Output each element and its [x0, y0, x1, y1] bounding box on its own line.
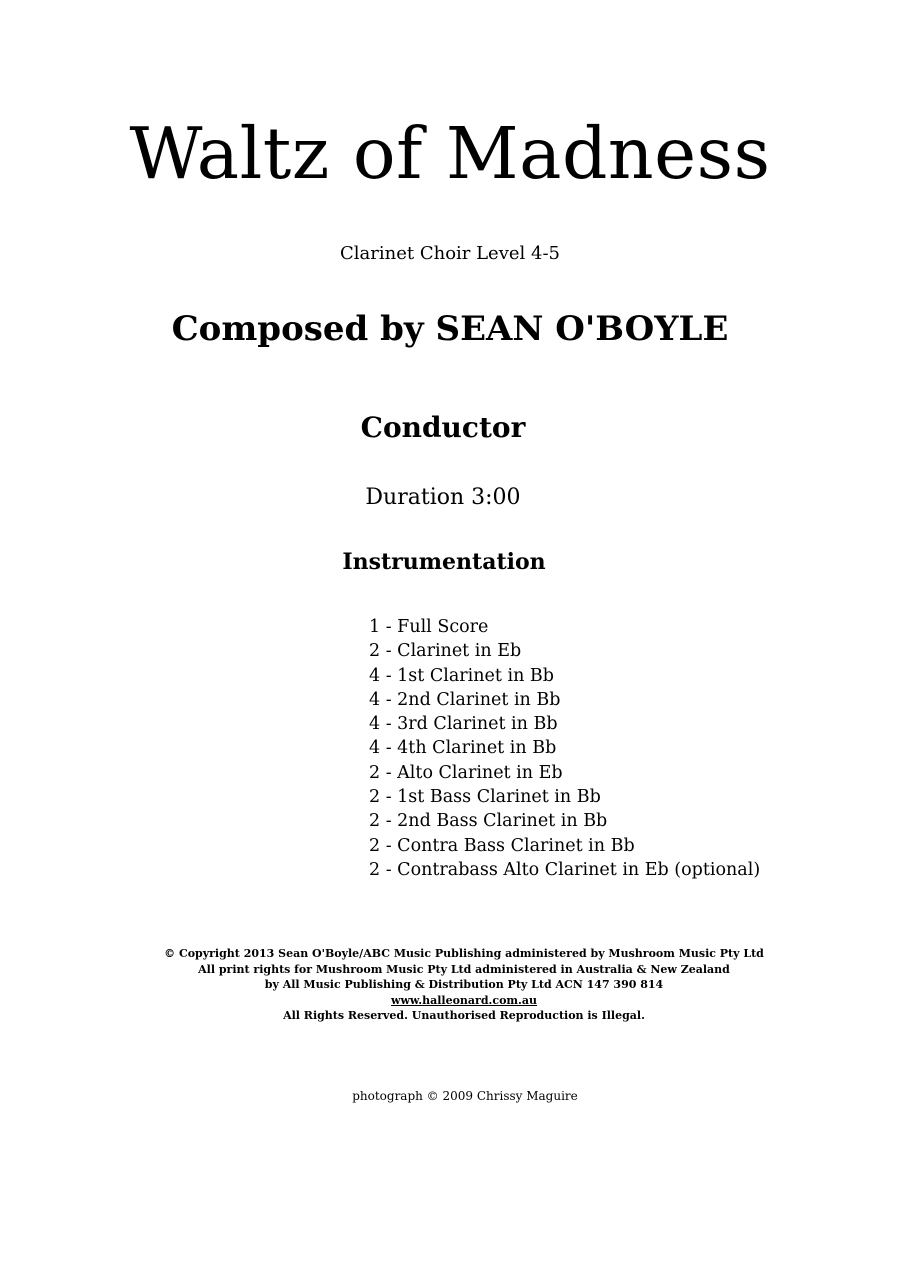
subtitle: Clarinet Choir Level 4-5 [340, 243, 560, 264]
copyright-line: © Copyright 2013 Sean O'Boyle/ABC Music Publishing administered by Mushroom Music Pty Ltd [164, 947, 764, 960]
list-item: 4 - 3rd Clarinet in Bb [369, 714, 558, 735]
list-item: 1 - Full Score [369, 617, 489, 637]
instrumentation-list [369, 615, 760, 882]
page-title: Waltz of Madness [129, 112, 771, 195]
copyright-notice [0, 946, 900, 1024]
list-item: 2 - 2nd Bass Clarinet in Bb [369, 811, 608, 832]
copyright-line: by All Music Publishing & Distribution Pty Ltd ACN 147 390 814 [264, 978, 664, 992]
instrumentation-heading: Instrumentation [342, 549, 546, 575]
copyright-line: All Rights Reserved. Unauthorised Reproduction is Illegal. [283, 1009, 645, 1023]
list-item: 4 - 4th Clarinet in Bb [369, 738, 557, 759]
photo-credit: photograph © 2009 Chrissy Maguire [352, 1089, 578, 1103]
copyright-line: All print rights for Mushroom Music Pty Ltd administered in Australia & New Zealand [198, 962, 730, 976]
list-item: 2 - Contrabass Alto Clarinet in Eb (optional) [369, 859, 761, 880]
list-item: 4 - 2nd Clarinet in Bb [369, 689, 561, 710]
list-item: 2 - Clarinet in Eb [369, 641, 522, 662]
part-name: Conductor [360, 411, 526, 444]
list-item: 4 - 1st Clarinet in Bb [369, 665, 554, 686]
duration: Duration 3:00 [365, 485, 521, 510]
list-item: 2 - 1st Bass Clarinet in Bb [369, 787, 601, 808]
list-item: 2 - Contra Bass Clarinet in Bb [369, 835, 635, 856]
composer-credit: Composed by SEAN O'BOYLE [171, 309, 729, 349]
list-item: 2 - Alto Clarinet in Eb [369, 762, 563, 783]
website-link[interactable]: www.halleonard.com.au [390, 993, 538, 1007]
